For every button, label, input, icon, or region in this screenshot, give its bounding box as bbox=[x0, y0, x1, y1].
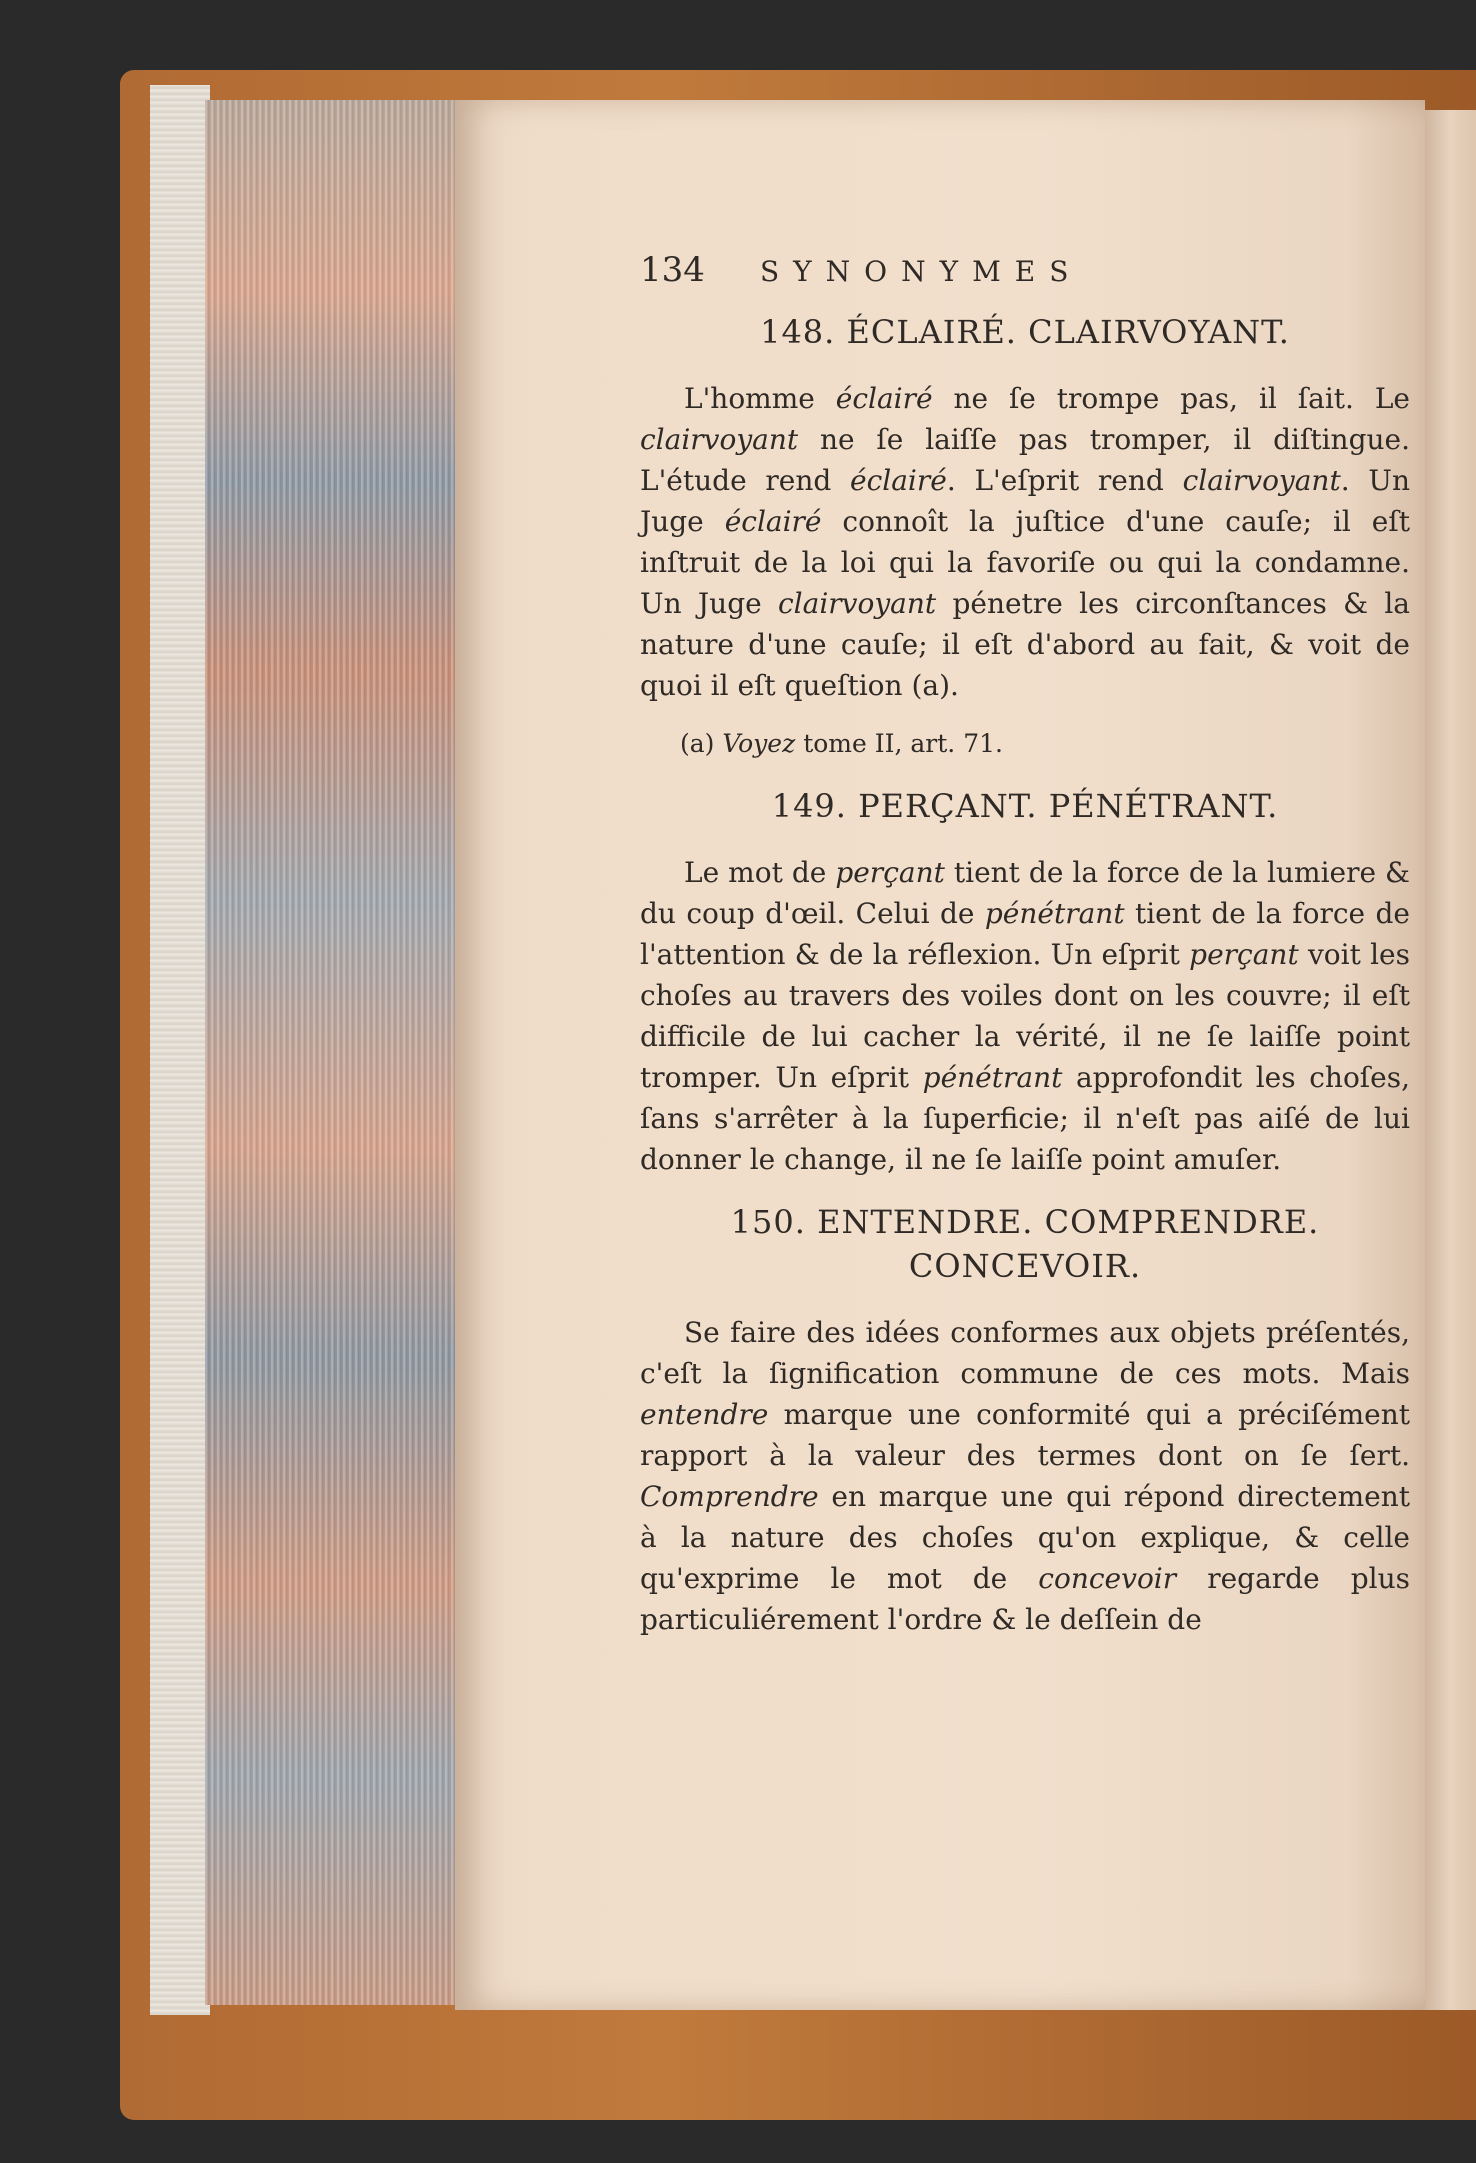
italic-term: perçant bbox=[1189, 938, 1299, 971]
page-text bbox=[640, 250, 1410, 1640]
article-heading: 148. ÉCLAIRÉ. CLAIRVOYANT. bbox=[760, 313, 1290, 351]
article-heading: 149. PERÇANT. PÉNÉTRANT. bbox=[771, 787, 1279, 825]
page-edges bbox=[150, 85, 210, 2015]
italic-term: clairvoyant bbox=[778, 587, 937, 620]
article-paragraph bbox=[640, 378, 1410, 706]
text-run: regarde plus particuliérement l'ordre & le deſſein de bbox=[640, 1562, 1410, 1636]
running-title: SYNONYMES bbox=[760, 255, 1083, 288]
marbled-edge bbox=[205, 100, 460, 2005]
text-run: . L'eſprit rend bbox=[946, 464, 1183, 497]
footnote-italic: Voyez bbox=[722, 729, 796, 758]
text-run: voit les choſes au travers des voiles dont on les couvre; il eſt difficile de lui cacher la vérité, il ne ſe laiſſe point tromper. Un eſprit bbox=[640, 938, 1410, 1094]
running-head bbox=[640, 250, 1410, 290]
italic-term: pénétrant bbox=[984, 897, 1125, 930]
italic-term: éclairé bbox=[850, 464, 947, 497]
page-number: 134 bbox=[640, 250, 705, 290]
text-run: en marque une qui répond directement à la nature des choſes qu'on explique, & celle qu'exprime le mot de bbox=[640, 1480, 1410, 1595]
italic-term: éclairé bbox=[835, 382, 933, 415]
articles bbox=[640, 310, 1410, 1640]
footnote-mark: (a) bbox=[680, 729, 723, 758]
italic-term: éclairé bbox=[724, 505, 822, 538]
article-heading: 150. ENTENDRE. COMPRENDRE. CONCEVOIR. bbox=[730, 1203, 1320, 1285]
facing-page-edge bbox=[1425, 110, 1476, 2010]
footnote-text: tome II, art. 71. bbox=[795, 729, 1003, 758]
italic-term: clairvoyant bbox=[640, 423, 799, 456]
article-paragraph bbox=[640, 1312, 1410, 1640]
text-run: Se faire des idées conformes aux objets préſentés, c'eſt la ſignification commune de ces mots. Mais bbox=[640, 1316, 1410, 1390]
italic-term: perçant bbox=[835, 856, 945, 889]
italic-term: entendre bbox=[640, 1398, 769, 1431]
italic-term: concevoir bbox=[1038, 1562, 1177, 1595]
text-run: marque une conformité qui a préciſément rapport à la valeur des termes dont on ſe ſert. bbox=[640, 1398, 1410, 1472]
footnote bbox=[680, 724, 1410, 764]
text-run: Le mot de bbox=[684, 856, 836, 889]
text-run: tient de la force de la lumiere & du coup d'œil. Celui de bbox=[640, 856, 1410, 930]
italic-term: Comprendre bbox=[640, 1480, 819, 1513]
text-run: connoît la juſtice d'une cauſe; il eſt inſtruit de la loi qui la favoriſe ou qui la condamne. Un Juge bbox=[640, 505, 1410, 620]
text-run: tient de la force de l'attention & de la réflexion. Un eſprit bbox=[640, 897, 1410, 971]
italic-term: pénétrant bbox=[922, 1061, 1063, 1094]
text-run: approfondit les choſes, ſans s'arrêter à la ſuperficie; il n'eſt pas aiſé de lui donner le change, il ne ſe laiſſe point amuſer. bbox=[640, 1061, 1410, 1176]
text-run: ne ſe laiſſe pas tromper, il diſtingue. L'étude rend bbox=[640, 423, 1410, 497]
text-run: L'homme bbox=[684, 382, 836, 415]
italic-term: clairvoyant bbox=[1182, 464, 1341, 497]
text-run: . Un Juge bbox=[640, 464, 1410, 538]
article-paragraph bbox=[640, 852, 1410, 1180]
text-run: ne ſe trompe pas, il ſait. Le bbox=[932, 382, 1410, 415]
text-run: pénetre les circonſtances & la nature d'une cauſe; il eſt d'abord au fait, & voit de quoi il eſt queſtion (a). bbox=[640, 587, 1410, 702]
